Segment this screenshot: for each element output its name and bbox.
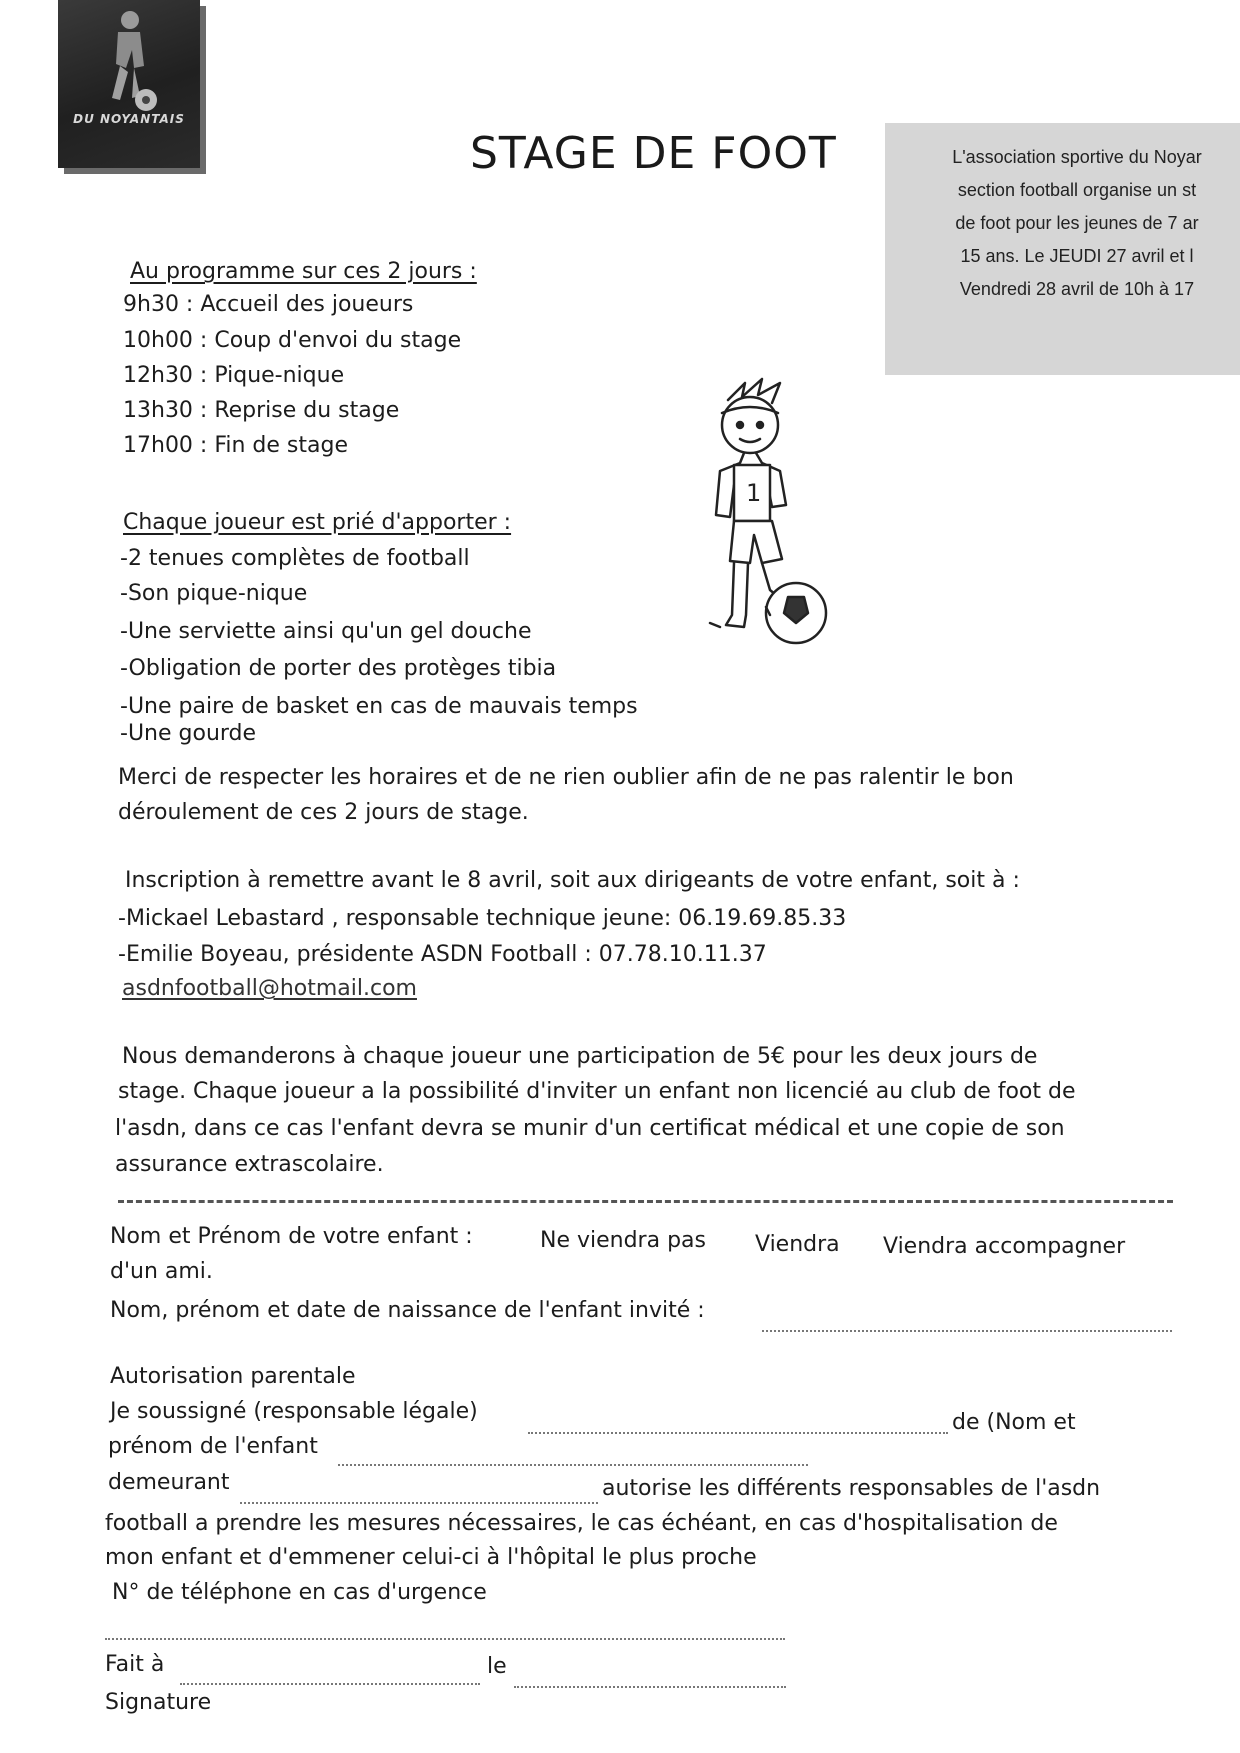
responsable-field[interactable] [528, 1414, 948, 1434]
participation-text: stage. Chaque joueur a la possibilité d'inviter un enfant non licencié au club de foot de [118, 1079, 1076, 1104]
auth-text: mon enfant et d'emmener celui-ci à l'hôpital le plus proche [105, 1545, 757, 1570]
option-ne-viendra-pas[interactable]: Ne viendra pas [540, 1228, 706, 1253]
info-line: section football organise un st [957, 180, 1197, 200]
fait-field[interactable] [180, 1665, 480, 1685]
programme-item: 12h30 : Pique-nique [123, 363, 345, 388]
auth-text: football a prendre les mesures nécessaires, le cas échéant, en cas d'hospitalisation de [105, 1511, 1058, 1536]
info-box-text [897, 141, 1240, 306]
info-line: de foot pour les jeunes de 7 ar [955, 213, 1199, 233]
date-field[interactable] [514, 1668, 786, 1688]
bring-item: -2 tenues complètes de football [120, 546, 470, 571]
info-box [885, 123, 1240, 375]
bring-heading: Chaque joueur est prié d'apporter : [123, 510, 512, 535]
guest-field[interactable] [762, 1312, 1172, 1332]
auth-responsable-label: Je soussigné (responsable légale) [110, 1399, 478, 1424]
auth-demeurant-label: demeurant [108, 1470, 230, 1495]
cut-line [118, 1200, 1173, 1203]
participation-text: l'asdn, dans ce cas l'enfant devra se munir d'un certificat médical et une copie de son [115, 1116, 1065, 1141]
child-name-field[interactable] [338, 1446, 808, 1466]
bring-item: -Obligation de porter des protèges tibia [120, 656, 557, 681]
auth-child-label: prénom de l'enfant [108, 1434, 318, 1459]
info-line: 15 ans. Le JEUDI 27 avril et l [960, 246, 1194, 266]
programme-item: 17h00 : Fin de stage [123, 433, 348, 458]
bring-item: -Une gourde [120, 721, 257, 746]
bring-note: déroulement de ces 2 jours de stage. [118, 800, 529, 825]
bring-item: -Une paire de basket en cas de mauvais temps [120, 694, 638, 719]
info-line: Vendredi 28 avril de 10h à 17 [959, 279, 1195, 299]
football-player-illustration-icon [700, 375, 840, 650]
option-viendra-accompagne[interactable]: Viendra accompagner [883, 1234, 1126, 1259]
option-viendra-accompagne-cont: d'un ami. [110, 1259, 213, 1284]
auth-de-label: de (Nom et [952, 1410, 1076, 1435]
signature-label: Signature [105, 1690, 212, 1715]
bring-item: -Une serviette ainsi qu'un gel douche [120, 619, 532, 644]
fait-label: Fait à [105, 1652, 165, 1677]
phone-field[interactable] [105, 1620, 785, 1640]
svg-text:1: 1 [746, 479, 762, 507]
info-line: L'association sportive du Noyar [952, 147, 1202, 167]
participation-text: assurance extrascolaire. [115, 1152, 384, 1177]
contact-lebastard: -Mickael Lebastard , responsable technique jeune: 06.19.69.85.33 [118, 906, 847, 931]
programme-heading: Au programme sur ces 2 jours : [130, 259, 477, 284]
inscription-text: Inscription à remettre avant le 8 avril, soit aux dirigeants de votre enfant, soit à : [125, 868, 1020, 893]
auth-heading: Autorisation parentale [110, 1364, 356, 1389]
child-name-label: Nom et Prénom de votre enfant : [110, 1224, 473, 1249]
football-player-logo-icon [88, 6, 168, 116]
programme-item: 9h30 : Accueil des joueurs [123, 292, 414, 317]
contact-boyeau: -Emilie Boyeau, présidente ASDN Football : 07.78.10.11.37 [118, 942, 767, 967]
email-link[interactable]: asdnfootball@hotmail.com [122, 976, 417, 1001]
programme-item: 13h30 : Reprise du stage [123, 398, 400, 423]
programme-item: 10h00 : Coup d'envoi du stage [123, 328, 462, 353]
option-viendra[interactable]: Viendra [755, 1232, 840, 1257]
auth-autorise-text: autorise les différents responsables de l'asdn [602, 1476, 1101, 1501]
le-label: le [487, 1654, 507, 1679]
logo-text: DU NOYANTAIS [73, 112, 185, 126]
phone-label: N° de téléphone en cas d'urgence [112, 1580, 487, 1605]
bring-note: Merci de respecter les horaires et de ne rien oublier afin de ne pas ralentir le bon [118, 765, 1014, 790]
participation-text: Nous demanderons à chaque joueur une participation de 5€ pour les deux jours de [122, 1044, 1038, 1069]
club-logo [58, 0, 200, 168]
address-field[interactable] [240, 1484, 598, 1504]
guest-label: Nom, prénom et date de naissance de l'enfant invité : [110, 1298, 705, 1323]
page-title: STAGE DE FOOT [470, 128, 837, 179]
bring-item: -Son pique-nique [120, 581, 308, 606]
